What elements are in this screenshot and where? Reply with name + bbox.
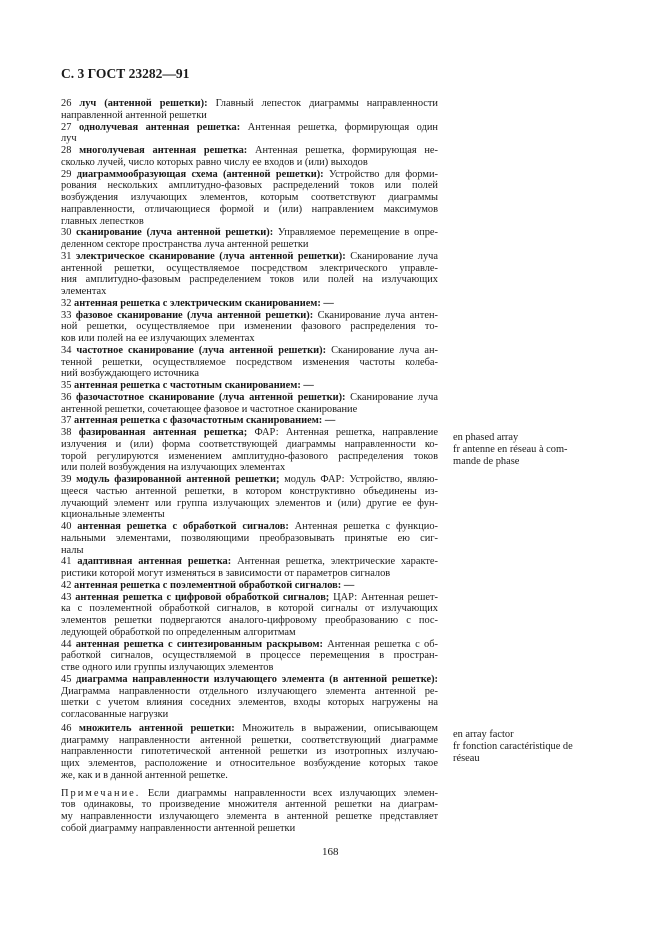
foreign-term-line: réseau [453, 752, 480, 764]
term-name: фазированная антенная решетка; [78, 427, 248, 438]
term-definition: Устройство для форми- [328, 168, 438, 180]
term-number: 44 [61, 638, 72, 650]
entry-line [61, 321, 438, 333]
foreign-term-line: fr fonction caractéristique de [453, 740, 573, 752]
term-number: 43 [61, 591, 72, 603]
term-name: диаграмма направленности излучающего элемента (в антенной решетке): [76, 673, 438, 685]
term-number: 40 [61, 521, 72, 532]
term-entry [61, 145, 438, 169]
term-definition: работкой сигналов, осуществляемой в процессе перемещения в простран- [61, 650, 438, 662]
term-entry [61, 392, 438, 416]
term-entry [61, 415, 438, 427]
term-number: 29 [61, 168, 72, 180]
term-definition: ния амплитудно-фазовым распределением токов или полей на излучающих [61, 274, 438, 286]
entry-line [61, 592, 438, 604]
term-number: 28 [61, 145, 72, 156]
term-definition: Сканирование луча ан- [331, 344, 438, 356]
foreign-equivalents-46 [453, 729, 603, 764]
term-definition: элементах [61, 286, 107, 297]
term-definition: сколько лучей, число которых равно числу ее входов и (или) выходов [61, 156, 368, 168]
note-text: собой диаграмму направленности антенной решетки [61, 822, 296, 834]
entry-line [61, 169, 438, 181]
note-line [61, 799, 438, 811]
term-definition: Главный лепесток диаграммы направленности [215, 98, 438, 109]
foreign-term-line: mande de phase [453, 455, 520, 467]
term-number: 36 [61, 391, 72, 403]
term-definition: щееся частью антенной решетки, в котором конструктивно объединены из- [61, 485, 438, 497]
entry-line [61, 263, 438, 275]
term-number: 32 [61, 297, 72, 309]
term-definition: диаграмму направленности антенной решетки, соответствующий диаграмме [61, 734, 438, 746]
page-header: С. 3 ГОСТ 23282—91 [61, 66, 190, 81]
entry-line [61, 533, 438, 545]
entry-line [61, 735, 438, 747]
term-name: однолучевая антенная решетка: [78, 121, 241, 133]
term-name: фазовое сканирование (луча антенной решетки): [75, 309, 314, 321]
entry-line [61, 98, 438, 110]
term-number: 41 [61, 556, 72, 568]
term-name: частотное сканирование (луча антенной решетки): [76, 344, 327, 356]
term-number: 33 [61, 309, 72, 321]
term-number: 46 [61, 722, 72, 734]
term-definition: нальными элементами, позволяющими преобразовывать принятые ею сиг- [61, 532, 438, 544]
entry-line [61, 627, 438, 639]
entry-line [61, 345, 438, 357]
term-entry [61, 169, 438, 228]
entry-line [61, 498, 438, 510]
entry-line [61, 439, 438, 451]
term-number: 34 [61, 344, 72, 356]
term-definition: торой регулируются изменением амплитудно-фазового распределения токов [61, 450, 438, 462]
term-definition: лучающий элемент или группа излучающих элементов и (или) другие ее фун- [61, 497, 438, 509]
note-label: Примечание. [61, 787, 141, 799]
term-name: луч (антенной решетки): [79, 98, 208, 109]
term-name: антенная решетка с обработкой сигналов: [77, 521, 289, 532]
entry-line [61, 662, 438, 674]
term-definition: ЦАР: Антенная решет- [333, 591, 438, 603]
entry-line [61, 227, 438, 239]
entry-line [61, 239, 438, 251]
term-definition: ФАР: Антенная решетка, направление [254, 427, 438, 438]
entry-line [61, 451, 438, 463]
term-definition: ледующей обработкой по определенным алгоритмам [61, 626, 296, 638]
term-number: 27 [61, 121, 72, 133]
entry-line [61, 521, 438, 533]
term-name: многолучевая антенная решетка: [79, 145, 248, 156]
note-text: Если диаграммы направленности всех излучающих элемен- [147, 787, 438, 799]
term-name: диаграммообразующая схема (антенной решетки): [76, 168, 324, 180]
entry-line [61, 603, 438, 615]
term-name: антенная решетка с частотным сканированием: — [74, 380, 314, 391]
entry-line [61, 686, 438, 698]
term-name: модуль фазированной антенной решетки; [76, 474, 280, 485]
entry-line [61, 110, 438, 122]
term-name: фазочастотное сканирование (луча антенной решетки): [76, 391, 346, 403]
entry-line [61, 674, 438, 686]
term-definition: элементов решетки подвергаются аналого-цифровому преобразованию с пос- [61, 615, 438, 626]
term-definition: Сканирование луча [350, 391, 438, 403]
term-definition: ков или полей на ее излучающих элементах [61, 333, 255, 344]
entry-line [61, 758, 438, 770]
term-definition: направленности, отличающиеся формой и (или) направлением максимумов [61, 203, 438, 215]
term-definition: шетки с учетом влияния соседних элементов, входы которых нагружены на [61, 697, 438, 709]
entry-line [61, 697, 438, 709]
term-entry [61, 556, 438, 580]
term-number: 45 [61, 673, 72, 685]
foreign-term-line: en phased array [453, 432, 519, 443]
term-entry [61, 723, 438, 782]
term-definition: главных лепестков [61, 215, 144, 227]
entry-line [61, 274, 438, 286]
entry-line [61, 180, 438, 192]
term-entry [61, 380, 438, 392]
term-definition: деленном секторе пространства луча антенной решетки [61, 239, 309, 250]
entry-line [61, 486, 438, 498]
term-entry [61, 310, 438, 345]
term-number: 31 [61, 250, 72, 262]
term-entry [61, 580, 438, 592]
term-definition: или полей возбуждения на излучающих элементах [61, 462, 286, 474]
term-definition: Антенная решетка, формирующая один [247, 121, 438, 133]
term-entry [61, 674, 438, 721]
term-entry [61, 474, 438, 521]
foreign-term-line: en array factor [453, 729, 514, 740]
term-name: сканирование (луча антенной решетки): [76, 227, 274, 239]
term-name: электрическое сканирование (луча антенной решетки): [75, 250, 346, 262]
foreign-term-line: fr antenne en réseau à com- [453, 443, 568, 455]
entry-line [61, 474, 438, 486]
term-definition: кциональные элементы [61, 509, 165, 521]
term-definition: антенной решетки, осуществляемое посредством электрического управле- [61, 262, 438, 274]
term-definition: ка с поэлементной обработкой сигналов, в которой сигналы от излучающих [61, 603, 438, 615]
entry-line [61, 770, 438, 782]
page-number: 168 [322, 846, 339, 858]
term-number: 39 [61, 474, 72, 485]
term-definition: Антенная решетка, электрические характе- [237, 556, 438, 568]
term-name: антенная решетка с цифровой обработкой сигналов; [75, 591, 330, 603]
note-line [61, 811, 438, 823]
entry-line [61, 298, 438, 310]
term-definition: ний возбуждающего источника [61, 368, 199, 380]
entry-line [61, 157, 438, 169]
term-number: 37 [61, 415, 72, 427]
entry-line [61, 286, 438, 298]
term-definition: Антенная решетка с об- [327, 638, 438, 650]
term-entry [61, 122, 438, 146]
note [61, 788, 438, 835]
term-definition: налы [61, 544, 84, 556]
entry-line [61, 568, 438, 580]
entry-line [61, 709, 438, 721]
term-entry [61, 592, 438, 639]
entry-line [61, 462, 438, 474]
entry-line [61, 415, 438, 427]
term-entry [61, 521, 438, 556]
entry-line [61, 639, 438, 651]
term-name: антенная решетка с синтезированным раскрывом: [75, 638, 323, 650]
note-text: му направленности излучающего элемента в антенной решетке представляет [61, 811, 438, 822]
entry-line [61, 650, 438, 662]
term-number: 35 [61, 380, 72, 391]
note-line [61, 788, 438, 800]
entry-line [61, 723, 438, 735]
entry-line [61, 380, 438, 392]
note-line [61, 823, 438, 835]
entry-line [61, 357, 438, 369]
entry-line [61, 192, 438, 204]
entry-line [61, 310, 438, 322]
term-number: 42 [61, 579, 72, 591]
entry-line [61, 427, 438, 439]
term-definition: стве одного или группы излучающих элементов [61, 662, 274, 673]
entry-line [61, 133, 438, 145]
term-definition: Антенная решетка, формирующая не- [254, 145, 438, 156]
entry-line [61, 746, 438, 758]
term-definition: излучения и (или) форма соответствующей диаграммы направленности ко- [61, 438, 438, 450]
term-definition: Управляемое перемещение в опре- [277, 227, 438, 239]
term-name: антенная решетка с электрическим сканированием: — [74, 297, 334, 309]
term-definition: тенной решетки, осуществляемое посредством изменения частоты колеба- [61, 356, 438, 368]
foreign-equivalents-38 [453, 432, 603, 467]
term-definition: ной решетки, осуществляемое при изменении фазового распределения то- [61, 321, 438, 333]
term-definition: рования нескольких амплитудно-фазовых распределений токов или полей [61, 180, 438, 192]
entry-line [61, 204, 438, 216]
term-definition: Сканирование луча антен- [317, 309, 438, 321]
term-entry [61, 427, 438, 474]
entry-line [61, 556, 438, 568]
term-definition: Множитель в выражении, описывающем [242, 722, 438, 734]
term-name: антенная решетка с фазочастотным сканированием: — [74, 415, 336, 427]
entry-line [61, 216, 438, 228]
term-definition: луч [61, 133, 77, 145]
entry-line [61, 368, 438, 380]
term-name: адаптивная антенная решетка: [77, 556, 232, 568]
entry-line [61, 251, 438, 263]
term-name: антенная решетка с поэлементной обработкой сигналов: — [74, 579, 355, 591]
entry-line [61, 392, 438, 404]
terms-list [61, 98, 438, 835]
term-definition: направленной антенной решетки [61, 109, 207, 121]
term-definition: Антенная решетка с функцио- [294, 521, 438, 532]
term-entry [61, 345, 438, 380]
term-definition: Диаграмма направленности отдельного излучающего элемента антенной ре- [61, 685, 438, 697]
term-definition: согласованные нагрузки [61, 709, 169, 720]
term-definition: направленности гипотетической антенной решетки из изотропных излучаю- [61, 746, 438, 758]
term-number: 30 [61, 227, 72, 239]
term-number: 38 [61, 427, 72, 438]
term-entry [61, 639, 438, 674]
term-entry [61, 298, 438, 310]
entry-line [61, 580, 438, 592]
entry-line [61, 333, 438, 345]
entry-line [61, 122, 438, 134]
term-definition: же, как и в данной антенной решетке. [61, 769, 228, 781]
term-definition: щих элементов, расположение и относительное возбуждение которых такое [61, 758, 438, 769]
term-entry [61, 251, 438, 298]
term-definition: ристики которой могут изменяться в зависимости от параметров сигналов [61, 568, 391, 579]
entry-line [61, 404, 438, 416]
entry-line [61, 545, 438, 557]
entry-line [61, 145, 438, 157]
term-definition: антенной решетки, сочетающее фазовое и частотное сканирование [61, 403, 358, 415]
term-name: множитель антенной решетки: [78, 722, 235, 734]
term-number: 26 [61, 98, 72, 109]
entry-line [61, 509, 438, 521]
term-definition: возбуждения излучающих элементов, которым соответствуют диаграммы [61, 192, 438, 203]
term-entry [61, 98, 438, 122]
entry-line [61, 615, 438, 627]
term-definition: модуль ФАР: Устройство, являю- [284, 474, 438, 485]
term-definition: Сканирование луча [350, 250, 438, 262]
term-entry [61, 227, 438, 251]
note-text: тов одинаковы, то произведение множителя антенной решетки на диаграм- [61, 799, 438, 811]
